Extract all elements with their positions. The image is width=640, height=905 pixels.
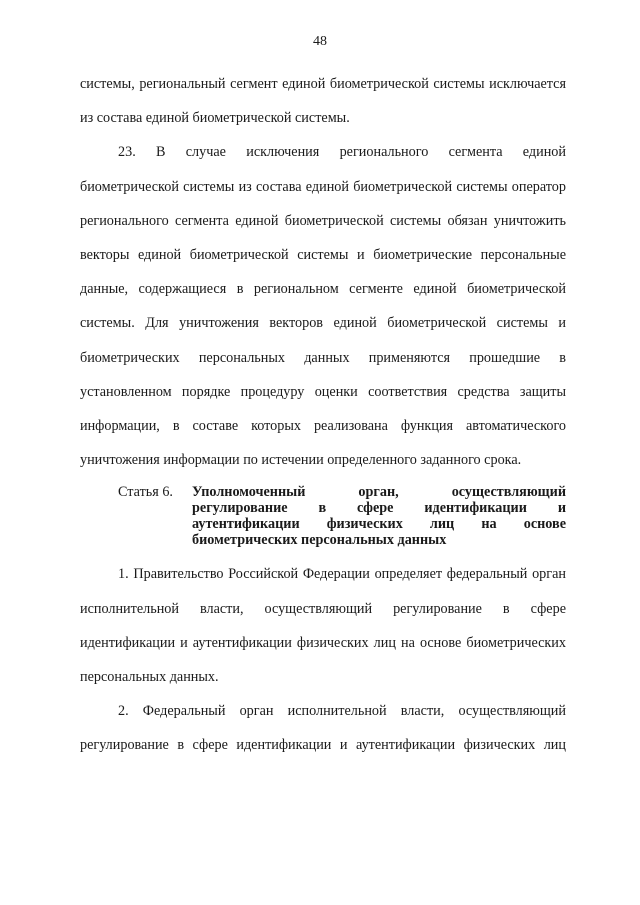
article-heading (80, 484, 566, 548)
page-number: 48 (313, 34, 327, 49)
paragraph-item-23: 23. В случае исключения регионального сегмента единой биометрической системы из состава единой биометрической системы оператор регионального сегмента единой биометрической системы обязан уничтожить векторы единой биометрической системы и биометрические персональные данные, содержащиеся в региональном сегменте единой биометрической системы. Для уничтожения векторов единой биометрической системы и биометрических персональных данных применяются прошедшие в установленном порядке процедуру оценки соответствия средства защиты информации, в составе которых реализована функция автоматического уничтожения информации по истечении определенного заданного срока. (80, 144, 566, 469)
paragraph-item-2: 2. Федеральный орган исполнительной власти, осуществляющий регулирование в сфере идентификации и аутентификации физических лиц (80, 703, 566, 754)
article-title: Уполномоченный орган, осуществляющий регулирование в сфере идентификации и аутентификации физических лиц на основе биометрических персональных данных (192, 484, 566, 549)
article-number: Статья 6. (118, 484, 173, 501)
paragraph-item-1: 1. Правительство Российской Федерации определяет федеральный орган исполнительной власти, осуществляющий регулирование в сфере идентификации и аутентификации физических лиц на основе биометрических персональных данных. (80, 566, 566, 686)
document-body (80, 67, 566, 763)
paragraph-continuation: системы, региональный сегмент единой биометрической системы исключается из состава единой биометрической системы. (80, 76, 566, 127)
